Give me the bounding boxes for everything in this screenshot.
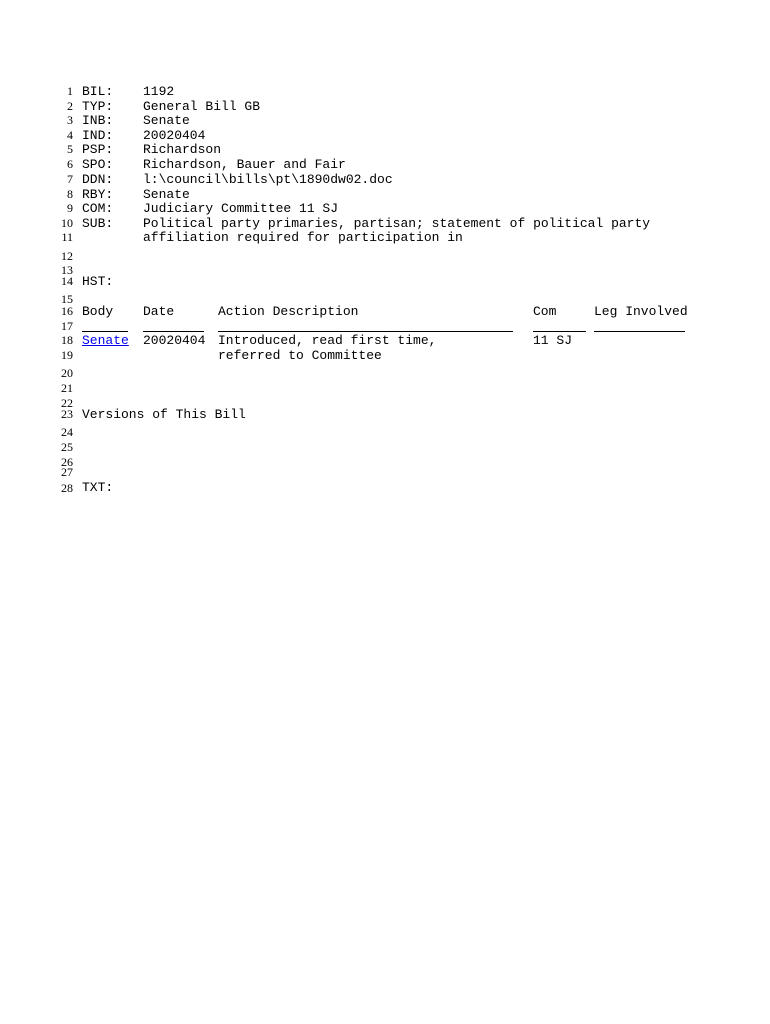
history-header-date: Date xyxy=(143,304,175,319)
history-action-continued: referred to Committee xyxy=(218,348,382,363)
field-value-sub: Political party primaries, partisan; statement of political party xyxy=(143,216,651,231)
line-number: 7 xyxy=(67,172,73,186)
field-value-inb: Senate xyxy=(143,113,190,128)
line-number: 12 xyxy=(61,249,73,263)
line-number: 17 xyxy=(61,319,73,333)
field-label-rby: RBY: xyxy=(82,187,114,202)
line-number: 18 xyxy=(61,333,73,347)
line-number: 10 xyxy=(61,216,73,230)
field-label-sub: SUB: xyxy=(82,216,114,231)
history-header-action: Action Description xyxy=(218,304,359,319)
line-number: 25 xyxy=(61,440,73,454)
line-number: 23 xyxy=(61,407,73,421)
line-number: 15 xyxy=(61,292,73,306)
history-com: 11 SJ xyxy=(533,333,573,348)
field-value-bil: 1192 xyxy=(143,84,175,99)
line-number: 22 xyxy=(61,396,73,410)
line-number: 20 xyxy=(61,366,73,380)
header-rule-com xyxy=(533,331,586,332)
field-label-spo: SPO: xyxy=(82,157,114,172)
field-value-sub-continued: affiliation required for participation in xyxy=(143,230,463,245)
line-number: 6 xyxy=(67,157,73,171)
line-number: 24 xyxy=(61,425,73,439)
history-label: HST: xyxy=(82,274,114,289)
field-value-rby: Senate xyxy=(143,187,190,202)
versions-heading: Versions of This Bill xyxy=(82,407,246,422)
line-number: 19 xyxy=(61,348,73,362)
field-label-inb: INB: xyxy=(82,113,114,128)
line-number: 21 xyxy=(61,381,73,395)
line-number: 13 xyxy=(61,263,73,277)
line-number: 4 xyxy=(67,128,73,142)
field-label-bil: BIL: xyxy=(82,84,114,99)
history-body-link[interactable]: Senate xyxy=(82,333,129,348)
field-value-ddn: l:\council\bills\pt\1890dw02.doc xyxy=(143,172,393,187)
field-value-psp: Richardson xyxy=(143,142,222,157)
field-value-ind: 20020404 xyxy=(143,128,206,143)
history-date: 20020404 xyxy=(143,333,206,348)
line-number: 5 xyxy=(67,142,73,156)
history-action: Introduced, read first time, xyxy=(218,333,437,348)
header-rule-body xyxy=(82,331,128,332)
line-number: 9 xyxy=(67,201,73,215)
field-value-typ: General Bill GB xyxy=(143,99,261,114)
field-label-com: COM: xyxy=(82,201,114,216)
line-number: 16 xyxy=(61,304,73,318)
line-number: 28 xyxy=(61,481,73,495)
line-number: 2 xyxy=(67,99,73,113)
header-rule-action xyxy=(218,331,513,332)
line-number: 26 xyxy=(61,455,73,469)
field-label-ddn: DDN: xyxy=(82,172,114,187)
header-rule-date xyxy=(143,331,204,332)
field-value-spo: Richardson, Bauer and Fair xyxy=(143,157,346,172)
history-header-body: Body xyxy=(82,304,114,319)
line-number: 1 xyxy=(67,84,73,98)
history-header-leg: Leg Involved xyxy=(594,304,688,319)
field-label-typ: TYP: xyxy=(82,99,114,114)
history-header-com: Com xyxy=(533,304,557,319)
field-value-com: Judiciary Committee 11 SJ xyxy=(143,201,339,216)
field-label-ind: IND: xyxy=(82,128,114,143)
line-number: 14 xyxy=(61,274,73,288)
line-number: 27 xyxy=(61,465,73,479)
line-number: 11 xyxy=(61,230,73,244)
line-number: 8 xyxy=(67,187,73,201)
field-label-psp: PSP: xyxy=(82,142,114,157)
line-number: 3 xyxy=(67,113,73,127)
header-rule-leg xyxy=(594,331,685,332)
text-label: TXT: xyxy=(82,480,114,495)
